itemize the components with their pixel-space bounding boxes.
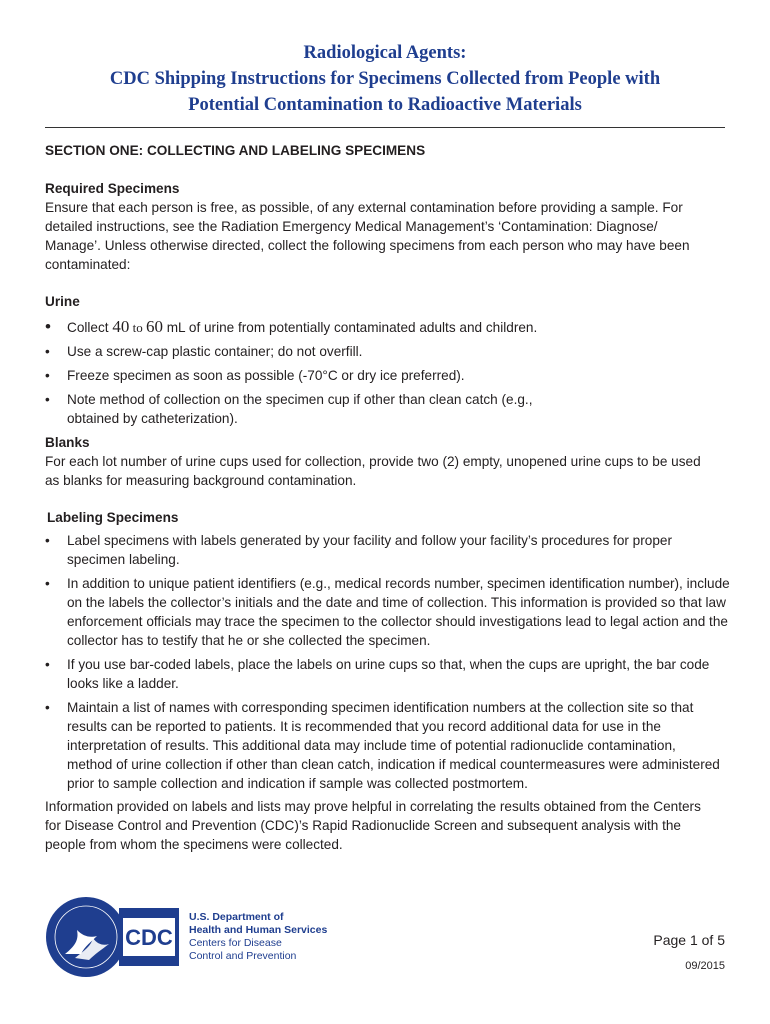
hhs-cdc-logo (45, 896, 181, 978)
blanks-body: For each lot number of urine cups used for collection, provide two (2) empty, unopened urine cups to be used as blanks for measuring background contamination. (45, 454, 701, 488)
hhs-line-2: Health and Human Services (189, 924, 328, 936)
labeling-heading: Labeling Specimens (47, 510, 179, 525)
list-item: • Maintain a list of names with corresponding specimen identification numbers at the collection site so that results can be reported to patients. It is recommended that you record additional data for use in the interpretation of results. This additional data may include time of potential radionuclide contamination, method of urine collection if other than clean catch, indication if medical countermeasures were administered prior to sample collection and indication if sample was collected postmortem. (45, 700, 720, 791)
bullet-icon: • (45, 700, 50, 715)
closing-paragraph: Information provided on labels and lists may prove helpful in correlating the results obtained from the Centers for Disease Control and Prevention (CDC)’s Rapid Radionuclide Screen and subsequent analysis with the people from whom the specimens were collected. (45, 799, 701, 852)
hhs-cdc-wordmark (189, 911, 327, 963)
cdc-line-2: Control and Prevention (189, 950, 297, 962)
document-title (0, 40, 770, 118)
bullet-icon: • (45, 317, 51, 336)
title-line-3: Potential Contamination to Radioactive Materials (188, 95, 582, 115)
list-item: • Label specimens with labels generated by your facility and follow your facility’s procedures for proper specimen labeling. (45, 533, 672, 567)
title-line-1: Radiological Agents: (303, 43, 467, 63)
list-item: • Freeze specimen as soon as possible (-70°C or dry ice preferred). (45, 368, 465, 383)
required-specimens-body: Ensure that each person is free, as possible, of any external contamination before providing a sample. For detailed instructions, see the Radiation Emergency Medical Management’s ‘Contamination: Diagnose/ Manage’. Unless otherwise directed, collect the following specimens from each person who may have been contaminated: (45, 200, 690, 272)
list-item: • Collect 40 to 60 mL of urine from potentially contaminated adults and children. (45, 317, 538, 336)
bullet-icon: • (45, 344, 50, 359)
cdc-line-1: Centers for Disease (189, 937, 282, 949)
bullet-icon: • (45, 392, 50, 407)
section-heading: SECTION ONE: COLLECTING AND LABELING SPECIMENS (45, 143, 426, 158)
bullet-icon: • (45, 657, 50, 672)
page-number: Page 1 of 5 (653, 932, 725, 948)
bullet-icon: • (45, 368, 50, 383)
bullet-icon: • (45, 576, 50, 591)
cdc-logo-text: CDC (125, 925, 173, 950)
urine-heading: Urine (45, 294, 80, 309)
title-divider (45, 127, 725, 128)
list-item: • If you use bar-coded labels, place the labels on urine cups so that, when the cups are upright, the bar code looks like a ladder. (45, 657, 710, 691)
blanks-heading: Blanks (45, 435, 90, 450)
list-item: • In addition to unique patient identifiers (e.g., medical records number, specimen identification number), include on the labels the collector’s initials and the date and time of collection. This information is provided so that law enforcement officials may trace the specimen to the collector should investigations lead to legal action and the collector has to testify that he or she collected the specimen. (45, 576, 730, 648)
required-specimens-heading: Required Specimens (45, 181, 180, 196)
hhs-line-1: U.S. Department of (189, 911, 284, 923)
list-item: • Note method of collection on the specimen cup if other than clean catch (e.g., obtained by catheterization). (45, 392, 533, 426)
title-line-2: CDC Shipping Instructions for Specimens Collected from People with (109, 69, 661, 89)
labeling-list (45, 531, 730, 793)
urine-list (45, 317, 730, 428)
revision-date: 09/2015 (685, 960, 725, 972)
document-body (45, 141, 730, 854)
bullet-icon: • (45, 533, 50, 548)
list-item: • Use a screw-cap plastic container; do not overfill. (45, 344, 363, 359)
